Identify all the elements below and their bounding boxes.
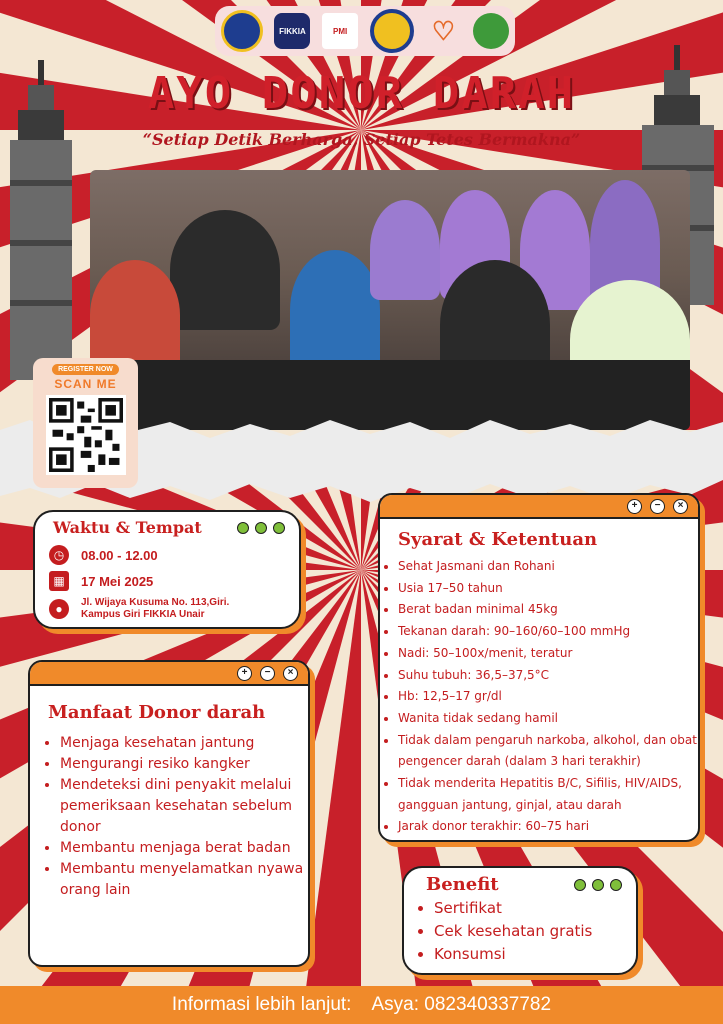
event-date: 17 Mei 2025	[81, 573, 154, 589]
close-icon[interactable]: ×	[283, 666, 298, 681]
syarat-title: Syarat & Ketentuan	[398, 529, 598, 550]
location-pin-icon: ●	[49, 599, 69, 619]
list-item: • Wanita tidak sedang hamil	[398, 708, 698, 730]
event-time: 08.00 - 12.00	[81, 547, 158, 563]
sponsor-logos	[215, 6, 515, 56]
list-item: • Nadi: 50–100x/menit, teratur	[398, 643, 698, 665]
list-item: • Sertifikat	[434, 897, 636, 920]
window-dots-icon	[237, 522, 285, 534]
list-item: • Membantu menjaga berat badan	[60, 838, 308, 859]
close-icon[interactable]: ×	[673, 499, 688, 514]
list-item: • Mengurangi resiko kangker	[60, 754, 308, 775]
list-item: • Hb: 12,5–17 gr/dl	[398, 686, 698, 708]
compass-emblem-icon	[370, 9, 414, 53]
list-item: • Tidak dalam pengaruh narkoba, alkohol, dan obat pengencer darah (dalam 3 hari terakhir)	[398, 730, 698, 773]
plus-icon[interactable]: +	[627, 499, 642, 514]
benefit-list	[404, 897, 636, 966]
manfaat-title: Manfaat Donor darah	[48, 702, 266, 723]
qr-code-icon[interactable]	[46, 395, 126, 475]
scan-me-label: SCAN ME	[54, 377, 117, 391]
benefit-panel	[402, 866, 638, 975]
green-emblem-icon	[473, 13, 509, 49]
list-item: • Jarak donor terakhir: 60–75 hari	[398, 816, 698, 838]
donor-event-photo	[90, 170, 690, 430]
footer-contact[interactable]: Asya: 082340337782	[371, 994, 552, 1015]
plus-icon[interactable]: +	[237, 666, 252, 681]
window-dots-icon	[574, 879, 622, 891]
waktu-tempat-panel	[33, 510, 301, 629]
calendar-icon: ▦	[49, 571, 69, 591]
list-item: • Membantu menyelamatkan nyawa orang lain	[60, 859, 308, 901]
benefit-title: Benefit	[426, 874, 499, 895]
manfaat-panel	[28, 660, 310, 967]
infinity-heart-icon: ♡	[431, 15, 456, 46]
clock-icon: ◷	[49, 545, 69, 565]
list-item: • Usia 17–50 tahun	[398, 578, 698, 600]
waktu-tempat-title: Waktu & Tempat	[53, 518, 202, 537]
pmi-cross-icon: PMI	[322, 13, 358, 49]
syarat-list	[380, 556, 698, 838]
manfaat-list	[30, 733, 308, 901]
list-item: • Tekanan darah: 90–160/60–100 mmHg	[398, 621, 698, 643]
tagline: “Setiap Detik Berharga, Setiap Tetes Bermakna”	[142, 130, 581, 149]
university-seal-icon	[221, 10, 263, 52]
minus-icon[interactable]: −	[650, 499, 665, 514]
list-item: • Menjaga kesehatan jantung	[60, 733, 308, 754]
list-item: • Mendeteksi dini penyakit melalui pemeriksaan kesehatan sebelum donor	[60, 775, 308, 838]
list-item: • Cek kesehatan gratis	[434, 920, 636, 943]
page-title: AYO DONOR DARAH	[147, 68, 576, 119]
minus-icon[interactable]: −	[260, 666, 275, 681]
footer-label: Informasi lebih lanjut:	[171, 994, 352, 1015]
qr-registration-card[interactable]	[33, 358, 138, 488]
list-item: • Konsumsi	[434, 943, 636, 966]
footer-bar	[0, 986, 723, 1024]
address-line2: Kampus Giri FIKKIA Unair	[81, 609, 205, 620]
list-item: • Tidak menderita Hepatitis B/C, Sifilis, HIV/AIDS, gangguan jantung, ginjal, atau darah	[398, 773, 698, 816]
register-badge: REGISTER NOW	[52, 364, 119, 375]
syarat-ketentuan-panel	[378, 493, 700, 842]
list-item: • Suhu tubuh: 36,5–37,5°C	[398, 665, 698, 687]
fikkia-shield-icon: FIKKIA	[274, 13, 310, 49]
list-item: • Sehat Jasmani dan Rohani	[398, 556, 698, 578]
address-line1: Jl. Wijaya Kusuma No. 113,Giri.	[81, 597, 230, 608]
list-item: • Berat badan minimal 45kg	[398, 599, 698, 621]
